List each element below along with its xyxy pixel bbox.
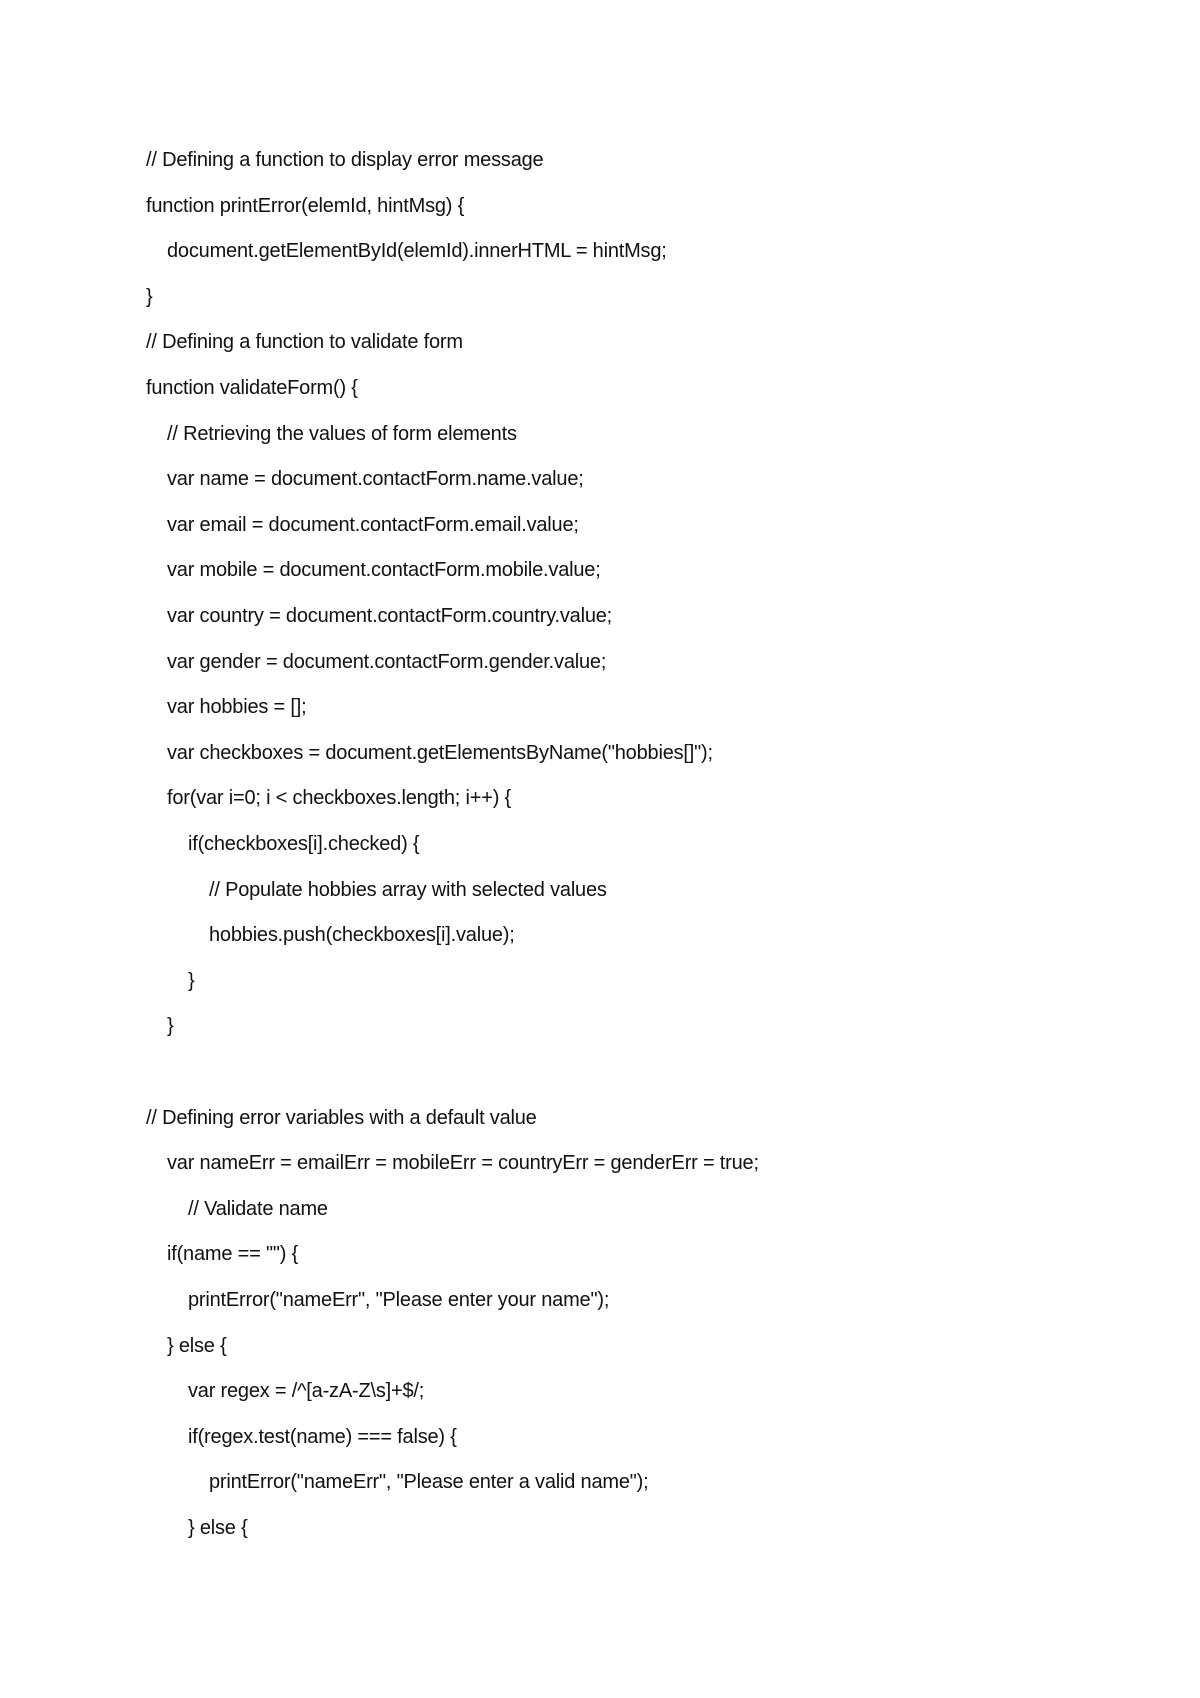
code-line: var regex = /^[a-zA-Z\s]+$/; (188, 1380, 425, 1403)
code-line: printError("nameErr", "Please enter a valid name"); (209, 1471, 649, 1494)
code-line: // Populate hobbies array with selected values (209, 878, 607, 901)
code-line: hobbies.push(checkboxes[i].value); (209, 924, 515, 947)
code-line: var email = document.contactForm.email.value; (167, 513, 579, 536)
code-line: function validateForm() { (146, 377, 358, 399)
code-line: var name = document.contactForm.name.value; (167, 468, 584, 491)
code-line: var gender = document.contactForm.gender.value; (167, 650, 607, 673)
code-line: for(var i=0; i < checkboxes.length; i++) { (167, 787, 512, 810)
code-line: var hobbies = []; (167, 696, 307, 719)
code-line: var nameErr = emailErr = mobileErr = countryErr = genderErr = true; (167, 1152, 759, 1175)
code-line: if(name == "") { (167, 1243, 299, 1266)
code-line: } (146, 285, 153, 308)
code-line: } (188, 969, 195, 992)
code-line: // Defining a function to display error message (146, 149, 544, 171)
code-line: var country = document.contactForm.country.value; (167, 605, 613, 627)
code-line: document.getElementById(elemId).innerHTML = hintMsg; (167, 240, 667, 263)
code-line: // Retrieving the values of form elements (167, 422, 517, 445)
code-line: function printError(elemId, hintMsg) { (146, 194, 465, 217)
code-line: if(regex.test(name) === false) { (188, 1425, 457, 1448)
code-line: var checkboxes = document.getElementsByName("hobbies[]"); (167, 741, 713, 764)
code-line: if(checkboxes[i].checked) { (188, 833, 420, 855)
code-line: } (167, 1015, 174, 1038)
code-line: } else { (188, 1517, 248, 1539)
code-line: // Validate name (188, 1197, 328, 1220)
code-line: // Defining error variables with a default value (146, 1106, 537, 1129)
code-line: } else { (167, 1334, 227, 1357)
code-line: var mobile = document.contactForm.mobile.value; (167, 559, 601, 582)
code-line: // Defining a function to validate form (146, 331, 463, 354)
code-line: printError("nameErr", "Please enter your name"); (188, 1289, 610, 1311)
